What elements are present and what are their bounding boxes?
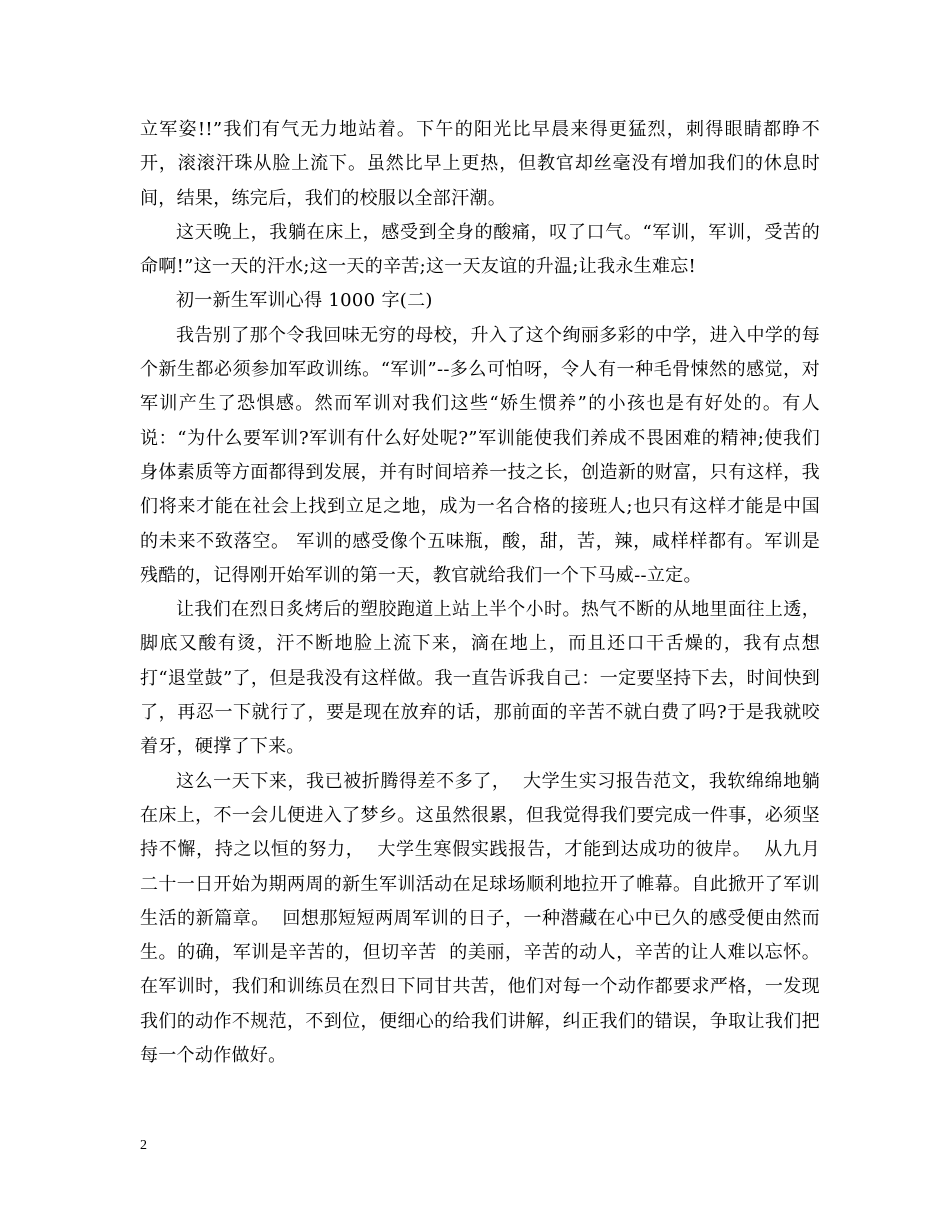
page-number: 2 bbox=[140, 1138, 147, 1153]
paragraph: 这天晚上，我躺在床上，感受到全身的酸痛，叹了口气。“军训，军训，受苦的命啊!”这一天的汗水;这一天的辛苦;这一天友谊的升温;让我永生难忘! bbox=[140, 221, 820, 278]
paragraph: 让我们在烈日炙烤后的塑胶跑道上站上半个小时。热气不断的从地里面往上透，脚底又酸有烫，汗不断地脸上流下来，滴在地上，而且还口干舌燥的，我有点想打“退堂鼓”了，但是我没有这样做。我一直告诉我自己：一定要坚持下去，时间快到了，再忍一下就行了，要是现在放弃的话，那前面的辛苦不就白费了吗?于是我就咬着牙，硬撑了下来。 bbox=[140, 599, 820, 758]
paragraph: 立军姿!!”我们有气无力地站着。下午的阳光比早晨来得更猛烈，刺得眼睛都睁不开，滚滚汗珠从脸上流下。虽然比早上更热，但教官却丝毫没有增加我们的休息时间，结果，练完后，我们的校服以全部汗潮。 bbox=[140, 119, 820, 209]
paragraph: 这么一天下来，我已被折腾得差不多了， 大学生实习报告范文，我软绵绵地躺在床上，不一会儿便进入了梦乡。这虽然很累，但我觉得我们要完成一件事，必须坚持不懈，持之以恒的努力， 大学生寒假实践报告，才能到达成功的彼岸。 从九月二十一日开始为期两周的新生军训活动在足球场顺利地拉开了帷幕。自此掀开了军训生活的新篇章。 回想那短短两周军训的日子，一种潜藏在心中已久的感受便由然而生。的确，军训是辛苦的，但切辛苦 的美丽，辛苦的动人，辛苦的让人难以忘怀。在军训时，我们和训练员在烈日下同甘共苦，他们对每一个动作都要求严格，一发现我们的动作不规范，不到位，便细心的给我们讲解，纠正我们的错误，争取让我们把 每一个动作做好。 bbox=[140, 770, 833, 1067]
document-body bbox=[140, 113, 833, 1073]
section-heading: 初一新生军训心得 1000 字(二) bbox=[176, 290, 433, 312]
paragraph: 我告别了那个令我回味无穷的母校，升入了这个绚丽多彩的中学，进入中学的每个新生都必须参加军政训练。“军训”--多么可怕呀，令人有一种毛骨悚然的感觉，对军训产生了恐惧感。然而军训对我们这些“娇生惯养”的小孩也是有好处的。有人说：“为什么要军训?军训有什么好处呢?”军训能使我们养成不畏困难的精神;使我们身体素质等方面都得到发展，并有时间培养一技之长，创造新的财富，只有这样，我们将来才能在社会上找到立足之地，成为一名合格的接班人;也只有这样才能是中国的未来不致落空。 军训的感受像个五味瓶，酸，甜，苦，辣，咸样样都有。军训是残酷的，记得刚开始军训的第一天，教官就给我们一个下马威--立定。 bbox=[140, 324, 820, 586]
